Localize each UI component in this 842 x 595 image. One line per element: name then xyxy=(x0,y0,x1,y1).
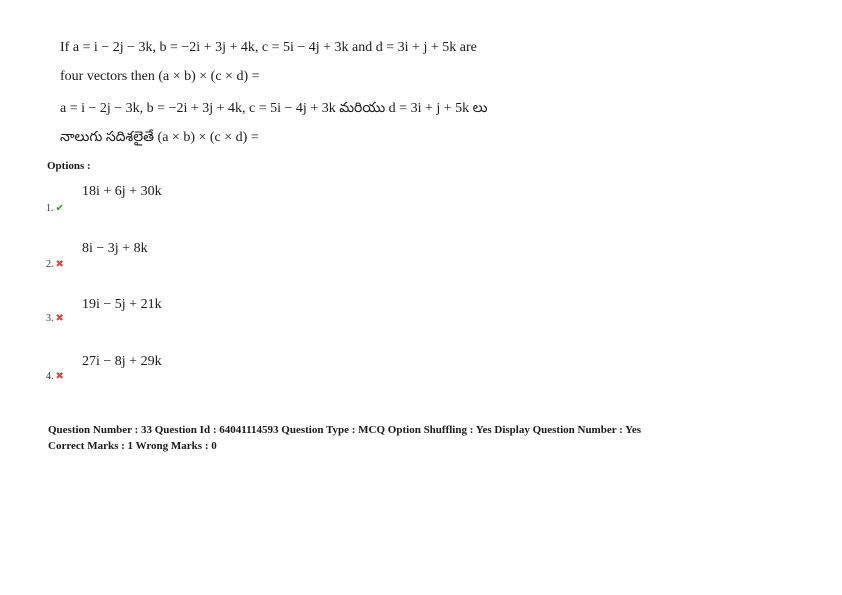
option-number: 4. xyxy=(46,371,54,382)
question-line-3-telugu: a = i − 2j − 3k, b = −2i + 3j + 4k, c = 5i − 4j + 3k మరియు d = 3i + j + 5k లు xyxy=(60,101,488,116)
option-number: 1. xyxy=(46,203,54,214)
option-3-label xyxy=(46,313,64,324)
question-line-4-telugu: నాలుగు సదిశలైతే (a × b) × (c × d) = xyxy=(60,130,259,145)
options-label: Options : xyxy=(47,160,91,172)
cross-icon: ✖ xyxy=(55,259,64,270)
check-icon: ✔ xyxy=(55,203,64,214)
cross-icon: ✖ xyxy=(55,371,64,382)
option-4-label xyxy=(46,371,64,382)
option-1-label xyxy=(46,203,64,214)
question-line-2: four vectors then (a × b) × (c × d) = xyxy=(60,69,260,84)
cross-icon: ✖ xyxy=(55,313,64,324)
option-number: 2. xyxy=(46,259,54,270)
option-3-expression: 19i − 5j + 21k xyxy=(82,297,162,312)
question-meta-line-1: Question Number : 33 Question Id : 64041114593 Question Type : MCQ Option Shuffling : Yes Display Question Number : Yes xyxy=(48,424,642,436)
option-4-expression: 27i − 8j + 29k xyxy=(82,354,162,369)
option-number: 3. xyxy=(46,313,54,324)
option-2-label xyxy=(46,259,64,270)
option-2-expression: 8i − 3j + 8k xyxy=(82,241,148,256)
question-line-1: If a = i − 2j − 3k, b = −2i + 3j + 4k, c = 5i − 4j + 3k and d = 3i + j + 5k are xyxy=(60,40,477,55)
option-1-expression: 18i + 6j + 30k xyxy=(82,184,162,199)
question-meta-line-2: Correct Marks : 1 Wrong Marks : 0 xyxy=(48,440,217,452)
